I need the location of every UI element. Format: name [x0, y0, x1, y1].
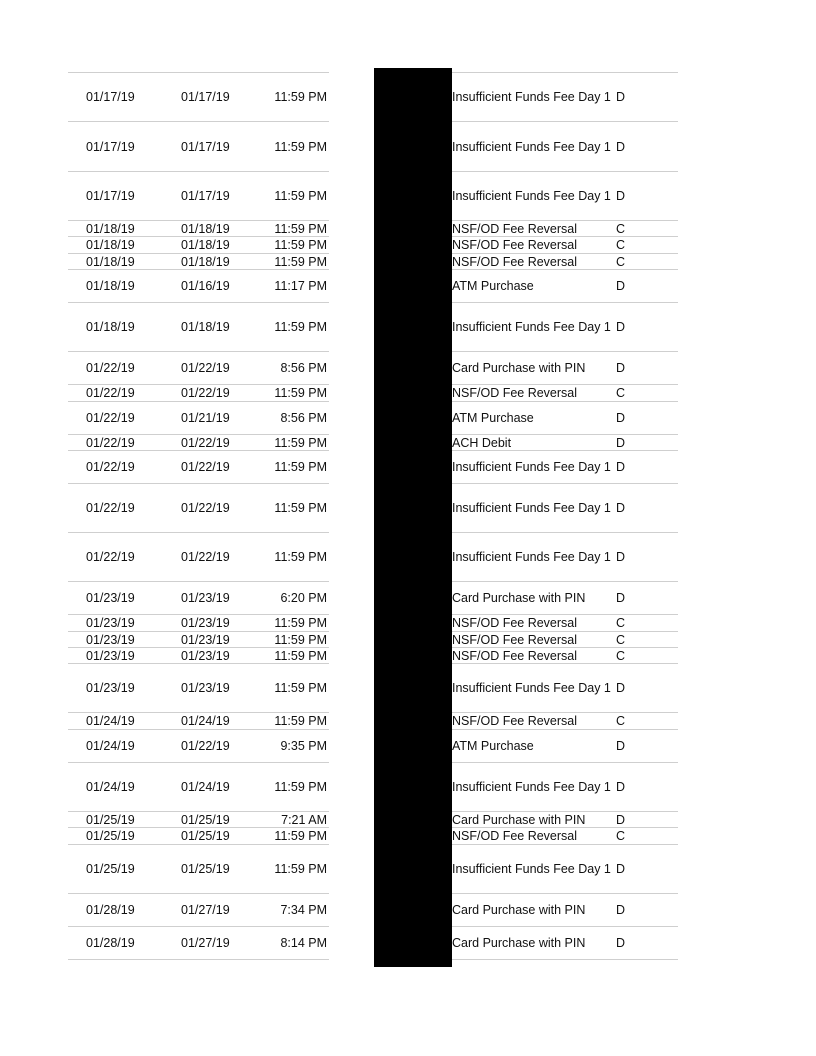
table-row [68, 402, 329, 435]
transaction-time: 11:59 PM [274, 829, 327, 843]
post-date: 01/17/19 [86, 90, 135, 104]
post-date: 01/18/19 [86, 254, 135, 269]
transaction-type: D [616, 435, 626, 450]
post-date: 01/22/19 [86, 411, 135, 425]
transaction-type: C [616, 714, 626, 728]
post-date: 01/23/19 [86, 591, 135, 605]
transaction-description: NSF/OD Fee Reversal [452, 238, 578, 252]
transaction-type: D [616, 189, 626, 203]
transaction-description: NSF/OD Fee Reversal [452, 616, 578, 630]
table-row [452, 927, 678, 960]
transaction-date: 01/17/19 [181, 139, 230, 154]
table-row [452, 484, 678, 533]
transaction-description: ATM Purchase [452, 739, 534, 753]
transaction-description: Insufficient Funds Fee Day 1 [452, 189, 611, 203]
post-date: 01/22/19 [86, 435, 135, 450]
transaction-type: D [616, 501, 626, 515]
post-date: 01/24/19 [86, 739, 135, 753]
transaction-date: 01/22/19 [181, 435, 230, 450]
table-row [452, 221, 678, 237]
transaction-description: Insufficient Funds Fee Day 1 [452, 780, 611, 794]
transaction-time: 11:59 PM [274, 189, 327, 203]
transaction-description: NSF/OD Fee Reversal [452, 254, 578, 269]
transaction-time: 11:59 PM [274, 460, 327, 474]
transaction-date: 01/27/19 [181, 936, 230, 950]
transaction-type: C [616, 221, 626, 236]
transaction-time: 11:59 PM [274, 550, 327, 564]
transaction-date: 01/23/19 [181, 632, 230, 647]
post-date: 01/25/19 [86, 812, 135, 827]
transaction-description: Insufficient Funds Fee Day 1 [452, 90, 611, 104]
transaction-date: 01/17/19 [181, 189, 230, 203]
transaction-type: D [616, 936, 626, 950]
table-row [452, 812, 678, 828]
transaction-description: Card Purchase with PIN [452, 812, 586, 827]
transaction-date: 01/18/19 [181, 254, 230, 269]
table-row [68, 763, 329, 812]
transaction-date: 01/18/19 [181, 320, 230, 334]
transaction-description: Card Purchase with PIN [452, 361, 586, 375]
transaction-description: Insufficient Funds Fee Day 1 [452, 681, 611, 695]
table-row [452, 582, 678, 615]
post-date: 01/22/19 [86, 550, 135, 564]
table-row [452, 72, 678, 122]
transaction-date: 01/22/19 [181, 550, 230, 564]
table-row [452, 385, 678, 402]
table-row [68, 632, 329, 648]
post-date: 01/23/19 [86, 681, 135, 695]
post-date: 01/22/19 [86, 501, 135, 515]
transaction-time: 11:59 PM [274, 139, 327, 154]
table-row [68, 270, 329, 303]
transaction-description: Card Purchase with PIN [452, 591, 586, 605]
transaction-time: 9:35 PM [280, 739, 327, 753]
table-row [452, 664, 678, 713]
transaction-time: 6:20 PM [280, 591, 327, 605]
post-date: 01/23/19 [86, 632, 135, 647]
post-date: 01/22/19 [86, 361, 135, 375]
post-date: 01/18/19 [86, 279, 135, 293]
redaction-block [374, 68, 452, 967]
transaction-description: NSF/OD Fee Reversal [452, 386, 578, 400]
transaction-descriptions-table [452, 72, 678, 960]
transaction-time: 8:56 PM [280, 361, 327, 375]
transaction-date: 01/18/19 [181, 221, 230, 236]
table-row [68, 237, 329, 254]
transaction-date: 01/24/19 [181, 714, 230, 728]
post-date: 01/23/19 [86, 616, 135, 630]
transaction-time: 11:59 PM [274, 648, 327, 663]
transaction-time: 7:21 AM [281, 812, 327, 827]
table-row [68, 254, 329, 270]
transaction-type: D [616, 812, 626, 827]
transaction-date: 01/17/19 [181, 90, 230, 104]
transaction-type: D [616, 361, 626, 375]
transaction-date: 01/16/19 [181, 279, 230, 293]
transaction-date: 01/25/19 [181, 862, 230, 876]
transaction-time: 11:59 PM [274, 90, 327, 104]
transaction-type: C [616, 386, 626, 400]
post-date: 01/24/19 [86, 714, 135, 728]
transaction-description: ACH Debit [452, 435, 512, 450]
table-row [68, 648, 329, 664]
table-row [452, 237, 678, 254]
table-row [452, 270, 678, 303]
table-row [68, 303, 329, 352]
transaction-date: 01/22/19 [181, 386, 230, 400]
table-row [68, 713, 329, 730]
transaction-type: D [616, 739, 626, 753]
post-date: 01/22/19 [86, 386, 135, 400]
post-date: 01/18/19 [86, 221, 135, 236]
transaction-time: 11:59 PM [274, 501, 327, 515]
table-row [68, 221, 329, 237]
transaction-description: Card Purchase with PIN [452, 903, 586, 917]
post-date: 01/17/19 [86, 189, 135, 203]
transaction-time: 8:14 PM [280, 936, 327, 950]
post-date: 01/25/19 [86, 829, 135, 843]
table-row [68, 615, 329, 632]
transaction-time: 11:59 PM [274, 320, 327, 334]
transaction-type: D [616, 862, 626, 876]
transaction-date: 01/22/19 [181, 361, 230, 375]
transaction-date: 01/25/19 [181, 829, 230, 843]
post-date: 01/23/19 [86, 648, 135, 663]
table-row [452, 451, 678, 484]
post-date: 01/18/19 [86, 320, 135, 334]
table-row [452, 352, 678, 385]
transaction-type: D [616, 460, 626, 474]
transaction-date: 01/22/19 [181, 739, 230, 753]
transaction-date: 01/24/19 [181, 780, 230, 794]
transaction-description: Insufficient Funds Fee Day 1 [452, 139, 611, 154]
transaction-type: C [616, 616, 626, 630]
transaction-date: 01/22/19 [181, 501, 230, 515]
table-row [68, 812, 329, 828]
transaction-time: 11:59 PM [274, 616, 327, 630]
post-date: 01/28/19 [86, 936, 135, 950]
post-date: 01/18/19 [86, 238, 135, 252]
table-row [452, 615, 678, 632]
transaction-description: Card Purchase with PIN [452, 936, 586, 950]
transaction-description: Insufficient Funds Fee Day 1 [452, 501, 611, 515]
transaction-date: 01/21/19 [181, 411, 230, 425]
table-row [68, 451, 329, 484]
transaction-time: 7:34 PM [280, 903, 327, 917]
table-row [452, 172, 678, 221]
post-date: 01/22/19 [86, 460, 135, 474]
transaction-description: Insufficient Funds Fee Day 1 [452, 862, 611, 876]
transaction-description: NSF/OD Fee Reversal [452, 714, 578, 728]
transaction-description: Insufficient Funds Fee Day 1 [452, 460, 611, 474]
table-row [68, 72, 329, 122]
transaction-date: 01/22/19 [181, 460, 230, 474]
table-row [68, 927, 329, 960]
transaction-type: D [616, 591, 626, 605]
table-row [68, 664, 329, 713]
transaction-time: 11:59 PM [274, 780, 327, 794]
transaction-type: C [616, 648, 626, 663]
table-row [68, 122, 329, 172]
transaction-type: D [616, 320, 626, 334]
table-row [68, 533, 329, 582]
table-row [452, 845, 678, 894]
transaction-date: 01/27/19 [181, 903, 230, 917]
transaction-time: 11:59 PM [274, 221, 327, 236]
transaction-description: NSF/OD Fee Reversal [452, 221, 578, 236]
table-row [68, 845, 329, 894]
transaction-time: 11:59 PM [274, 386, 327, 400]
table-row [452, 254, 678, 270]
transaction-description: ATM Purchase [452, 411, 534, 425]
transaction-date: 01/23/19 [181, 681, 230, 695]
transaction-date: 01/23/19 [181, 616, 230, 630]
transaction-time: 11:59 PM [274, 681, 327, 695]
transaction-time: 11:17 PM [274, 279, 327, 293]
transaction-type: C [616, 829, 626, 843]
transaction-type: C [616, 254, 626, 269]
table-row [452, 730, 678, 763]
table-row [452, 632, 678, 648]
table-row [68, 435, 329, 451]
transaction-time: 11:59 PM [274, 435, 327, 450]
table-row [68, 172, 329, 221]
transaction-type: D [616, 780, 626, 794]
transaction-time: 11:59 PM [274, 632, 327, 647]
table-row [452, 122, 678, 172]
transaction-type: C [616, 632, 626, 647]
post-date: 01/28/19 [86, 903, 135, 917]
transaction-description: Insufficient Funds Fee Day 1 [452, 320, 611, 334]
transaction-description: NSF/OD Fee Reversal [452, 632, 578, 647]
post-date: 01/24/19 [86, 780, 135, 794]
table-row [452, 763, 678, 812]
transaction-type: D [616, 550, 626, 564]
transaction-type: C [616, 238, 626, 252]
transaction-description: ATM Purchase [452, 279, 534, 293]
table-row [452, 402, 678, 435]
post-date: 01/17/19 [86, 139, 135, 154]
table-row [452, 713, 678, 730]
transaction-date: 01/25/19 [181, 812, 230, 827]
transaction-date: 01/23/19 [181, 648, 230, 663]
table-row [68, 385, 329, 402]
transaction-date: 01/23/19 [181, 591, 230, 605]
transaction-description: NSF/OD Fee Reversal [452, 648, 578, 663]
transaction-type: D [616, 90, 626, 104]
table-row [452, 533, 678, 582]
transaction-description: NSF/OD Fee Reversal [452, 829, 578, 843]
transaction-time: 11:59 PM [274, 862, 327, 876]
transaction-time: 11:59 PM [274, 254, 327, 269]
table-row [68, 484, 329, 533]
table-row [452, 828, 678, 845]
post-date: 01/25/19 [86, 862, 135, 876]
table-row [68, 828, 329, 845]
table-row [452, 303, 678, 352]
table-row [452, 435, 678, 451]
table-row [68, 894, 329, 927]
transaction-description: Insufficient Funds Fee Day 1 [452, 550, 611, 564]
table-row [68, 730, 329, 763]
table-row [68, 582, 329, 615]
transaction-date: 01/18/19 [181, 238, 230, 252]
transaction-type: D [616, 681, 626, 695]
transaction-dates-table [68, 72, 329, 960]
transaction-time: 8:56 PM [280, 411, 327, 425]
table-row [452, 648, 678, 664]
transaction-time: 11:59 PM [274, 238, 327, 252]
table-row [68, 352, 329, 385]
transaction-time: 11:59 PM [274, 714, 327, 728]
transaction-type: D [616, 139, 626, 154]
transaction-type: D [616, 279, 626, 293]
transaction-type: D [616, 411, 626, 425]
transaction-type: D [616, 903, 626, 917]
table-row [452, 894, 678, 927]
